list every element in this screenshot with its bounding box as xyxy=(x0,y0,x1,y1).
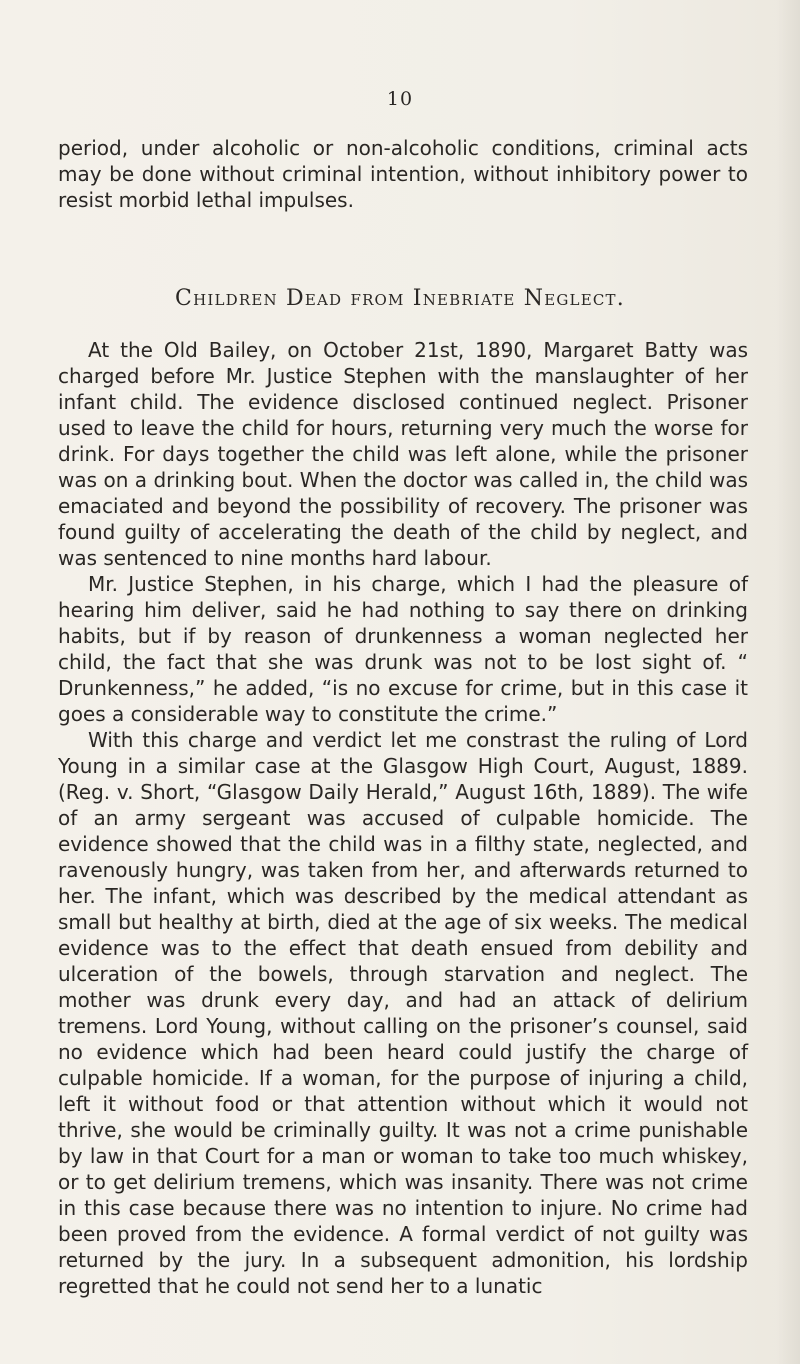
section-heading: Children Dead from Inebriate Neglect. xyxy=(175,286,625,311)
paragraph-justice-stephen-charge: Mr. Justice Stephen, in his charge, which I had the pleasure of hearing him deliver, said he had nothing to say there on drinking habits, but if by reason of drunkenness a woman neglected her child, the fact that she was drunk was not to be lost sight of. “ Drunkenness,” he added, “is no excuse for crime, but in this case it goes a considerable way to constitute the crime.” xyxy=(58,572,748,726)
page-number: 10 xyxy=(386,88,414,110)
paragraph-lord-young-ruling: With this charge and verdict let me constrast the ruling of Lord Young in a similar case at the Glasgow High Court, August, 1889. (Reg. v. Short, “Glasgow Daily Herald,” August 16th, 1889). The wife of an army sergeant was accused of culpable homicide. The evidence showed that the child was in a filthy state, neglected, and ravenously hungry, was taken from her, and afterwards returned to her. The infant, which was described by the medical attendant as small but healthy at birth, died at the age of six weeks. The medical evidence was to the effect that death ensued from debility and ulceration of the bowels, through starvation and neglect. The mother was drunk every day, and had an attack of delirium tremens. Lord Young, without calling on the prisoner’s counsel, said no evidence which had been heard could justify the charge of culpable homicide. If a woman, for the purpose of injuring a child, left it without food or that attention without which it would not thrive, she would be criminally guilty. It was not a crime punishable by law in that Court for a man or woman to take too much whiskey, or to get delirium tremens, which was insanity. There was not crime in this case because there was no intention to injure. No crime had been proved from the evidence. A formal verdict of not guilty was returned by the jury. In a subsequent admonition, his lordship regretted that he could not send her to a lunatic xyxy=(58,728,748,1298)
opening-paragraph: period, under alcoholic or non-alcoholic conditions, criminal acts may be done without criminal intention, without inhibitory power to resist morbid lethal impulses. xyxy=(58,136,748,212)
section-body xyxy=(58,337,748,1299)
page-edge-shadow xyxy=(776,0,800,1364)
paragraph-old-bailey-case: At the Old Bailey, on October 21st, 1890, Margaret Batty was charged before Mr. Justice Stephen with the manslaughter of her infant child. The evidence disclosed continued neglect. Prisoner used to leave the child for hours, returning very much the worse for drink. For days together the child was left alone, while the prisoner was on a drinking bout. When the doctor was called in, the child was emaciated and beyond the possibility of recovery. The prisoner was found guilty of accelerating the death of the child by neglect, and was sentenced to nine months hard labour. xyxy=(58,338,748,570)
